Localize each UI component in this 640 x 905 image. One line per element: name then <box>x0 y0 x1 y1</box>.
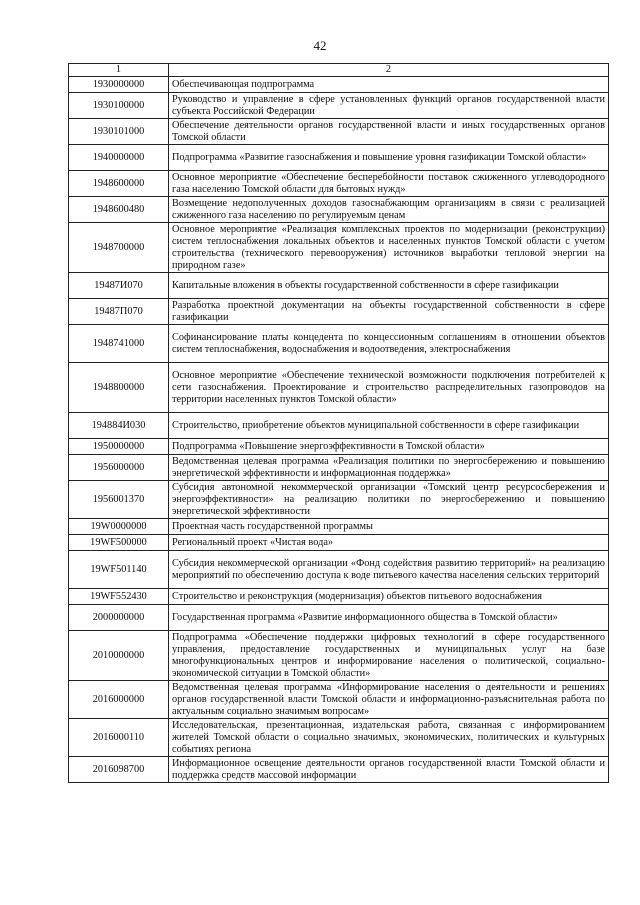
row-name: Региональный проект «Чистая вода» <box>169 535 609 551</box>
page-number: 42 <box>313 38 327 53</box>
row-name: Обеспечение деятельности органов государственной власти и иных государственных органов Томской области <box>169 119 609 145</box>
row-code: 1950000000 <box>69 439 169 455</box>
table-row <box>69 551 609 589</box>
row-code: 19WF501140 <box>69 551 169 589</box>
row-code: 2016098700 <box>69 757 169 783</box>
table-row <box>69 77 609 93</box>
row-name: Исследовательская, презентационная, издательская работа, связанная с информированием жителей Томской области о социально значимых, экономических, политических и культурных событиях региона <box>169 719 609 757</box>
row-code: 1948600480 <box>69 197 169 223</box>
row-name: Информационное освещение деятельности органов государственной власти Томской области и поддержка средств массовой информации <box>169 757 609 783</box>
row-code: 1956001370 <box>69 481 169 519</box>
row-code: 1940000000 <box>69 145 169 171</box>
column-header-code: 1 <box>69 64 169 77</box>
row-code: 1930100000 <box>69 93 169 119</box>
table-row <box>69 589 609 605</box>
row-name: Софинансирование платы концедента по концессионным соглашениям в отношении объектов систем теплоснабжения, водоснабжения и водоотведения, электроснабжения <box>169 325 609 363</box>
table-row <box>69 273 609 299</box>
table-row <box>69 325 609 363</box>
row-name: Основное мероприятие «Реализация комплексных проектов по модернизации (реконструкции) систем теплоснабжения локальных объектов и населенных пунктов Томской области с учетом строительства (технического перевооружения) источников выработки тепловой энергии на природном газе» <box>169 223 609 273</box>
row-name: Основное мероприятие «Обеспечение бесперебойности поставок сжиженного углеводородного газа населению Томской области для бытовых нужд» <box>169 171 609 197</box>
row-code: 1948800000 <box>69 363 169 413</box>
table-row <box>69 413 609 439</box>
table-row <box>69 171 609 197</box>
table-row <box>69 93 609 119</box>
row-name: Разработка проектной документации на объекты государственной собственности в сфере газификации <box>169 299 609 325</box>
table-row <box>69 757 609 783</box>
table-row <box>69 535 609 551</box>
budget-classification-table <box>68 63 609 783</box>
row-code: 2016000000 <box>69 681 169 719</box>
row-code: 19487П070 <box>69 299 169 325</box>
table-row <box>69 363 609 413</box>
row-code: 2000000000 <box>69 605 169 631</box>
row-name: Строительство и реконструкция (модернизация) объектов питьевого водоснабжения <box>169 589 609 605</box>
table-row <box>69 145 609 171</box>
row-name: Государственная программа «Развитие информационного общества в Томской области» <box>169 605 609 631</box>
row-code: 19WF552430 <box>69 589 169 605</box>
table-row <box>69 605 609 631</box>
row-name: Проектная часть государственной программы <box>169 519 609 535</box>
table-row <box>69 681 609 719</box>
table-row <box>69 719 609 757</box>
row-code: 1930000000 <box>69 77 169 93</box>
table-row <box>69 299 609 325</box>
row-name: Субсидия автономной некоммерческой организации «Томский центр ресурсосбережения и энергоэффективности» на реализацию политики по энергосбережению и повышению энергетической эффективности <box>169 481 609 519</box>
row-code: 1956000000 <box>69 455 169 481</box>
row-name: Возмещение недополученных доходов газоснабжающим организациям в связи с реализацией сжиженного газа населению по регулируемым ценам <box>169 197 609 223</box>
row-code: 1948741000 <box>69 325 169 363</box>
table-row <box>69 481 609 519</box>
table-row <box>69 197 609 223</box>
row-name: Строительство, приобретение объектов муниципальной собственности в сфере газификации <box>169 413 609 439</box>
row-code: 19WF500000 <box>69 535 169 551</box>
table-row <box>69 119 609 145</box>
row-name: Капитальные вложения в объекты государственной собственности в сфере газификации <box>169 273 609 299</box>
row-name: Ведомственная целевая программа «Реализация политики по энергосбережению и повышению энергетической эффективности и информационная поддержка» <box>169 455 609 481</box>
column-header-name: 2 <box>169 64 609 77</box>
row-name: Подпрограмма «Развитие газоснабжения и повышение уровня газификации Томской области» <box>169 145 609 171</box>
row-name: Подпрограмма «Повышение энергоэффективности в Томской области» <box>169 439 609 455</box>
row-code: 1930101000 <box>69 119 169 145</box>
row-name: Субсидия некоммерческой организации «Фонд содействия развитию территорий» на реализацию мероприятий по обеспечению доступа к воде питьевого качества населения сельских территорий <box>169 551 609 589</box>
row-code: 19W0000000 <box>69 519 169 535</box>
table-header-row <box>69 64 609 77</box>
row-code: 2016000110 <box>69 719 169 757</box>
row-name: Руководство и управление в сфере установленных функций органов государственной власти субъекта Российской Федерации <box>169 93 609 119</box>
table-row <box>69 519 609 535</box>
row-code: 19487И070 <box>69 273 169 299</box>
table-row <box>69 439 609 455</box>
row-code: 1948600000 <box>69 171 169 197</box>
table-row <box>69 631 609 681</box>
table-row <box>69 455 609 481</box>
row-code: 194884И030 <box>69 413 169 439</box>
row-name: Подпрограмма «Обеспечение поддержки цифровых технологий в сфере государственного управления, предоставление государственных и муниципальных услуг на базе многофункциональных центров и информирование населения о политической, социально-экономической ситуации в Томской области» <box>169 631 609 681</box>
row-name: Основное мероприятие «Обеспечение технической возможности подключения потребителей к сети газоснабжения. Проектирование и строительство распределительных газопроводов на территории населенных пунктов Томской области» <box>169 363 609 413</box>
row-name: Обеспечивающая подпрограмма <box>169 77 609 93</box>
table-row <box>69 223 609 273</box>
row-code: 1948700000 <box>69 223 169 273</box>
row-code: 2010000000 <box>69 631 169 681</box>
row-name: Ведомственная целевая программа «Информирование населения о деятельности и решениях органов государственной власти Томской области и информационно-разъяснительная работа по актуальным социально значимым вопросам» <box>169 681 609 719</box>
